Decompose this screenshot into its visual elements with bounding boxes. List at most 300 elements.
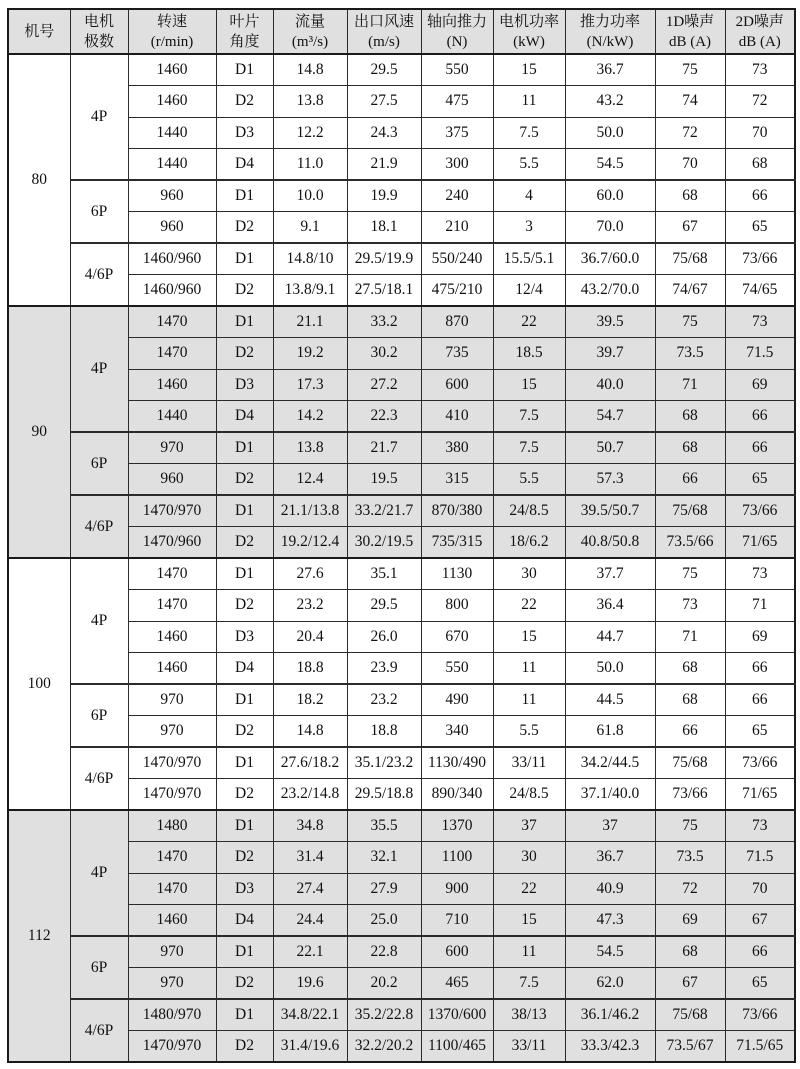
- outlet-speed-cell: 19.9: [347, 180, 421, 212]
- thrust-power-cell: 39.5: [565, 306, 655, 338]
- thrust-power-cell: 40.0: [565, 369, 655, 401]
- thrust-power-cell: 43.2/70.0: [565, 275, 655, 307]
- noise-1d-cell: 70: [655, 149, 725, 181]
- axial-thrust-cell: 900: [421, 873, 493, 905]
- axial-thrust-cell: 670: [421, 621, 493, 653]
- thrust-power-cell: 36.7/60.0: [565, 243, 655, 275]
- noise-1d-cell: 66: [655, 716, 725, 748]
- spec-row: [8, 558, 795, 590]
- outlet-speed-cell: 35.5: [347, 810, 421, 842]
- speed-cell: 960: [128, 464, 216, 496]
- header-axial-thrust: [421, 9, 493, 54]
- flow-cell: 13.8: [273, 432, 347, 464]
- outlet-speed-cell: 29.5/19.9: [347, 243, 421, 275]
- spec-row: [8, 936, 795, 968]
- flow-cell: 19.6: [273, 968, 347, 1000]
- outlet-speed-cell: 27.5: [347, 86, 421, 118]
- noise-1d-cell: 69: [655, 905, 725, 937]
- axial-thrust-cell: 600: [421, 936, 493, 968]
- motor-power-cell: 15.5/5.1: [493, 243, 565, 275]
- axial-thrust-cell: 550: [421, 653, 493, 685]
- thrust-power-cell: 54.7: [565, 401, 655, 433]
- outlet-speed-cell: 29.5: [347, 54, 421, 86]
- noise-2d-cell: 70: [725, 117, 795, 149]
- noise-1d-cell: 68: [655, 653, 725, 685]
- speed-cell: 1470: [128, 842, 216, 874]
- noise-1d-cell: 66: [655, 464, 725, 496]
- outlet-speed-cell: 18.8: [347, 716, 421, 748]
- header-machine-line1: 机号: [24, 23, 55, 40]
- flow-cell: 21.1/13.8: [273, 495, 347, 527]
- axial-thrust-cell: 870: [421, 306, 493, 338]
- noise-2d-cell: 66: [725, 401, 795, 433]
- axial-thrust-cell: 375: [421, 117, 493, 149]
- header-noise-1d: [655, 9, 725, 54]
- motor-power-cell: 11: [493, 86, 565, 118]
- blade-angle-cell: D1: [216, 747, 273, 779]
- thrust-power-cell: 36.7: [565, 54, 655, 86]
- noise-1d-cell: 73.5: [655, 842, 725, 874]
- outlet-speed-cell: 35.2/22.8: [347, 999, 421, 1031]
- blade-angle-cell: D2: [216, 968, 273, 1000]
- noise-2d-cell: 72: [725, 86, 795, 118]
- speed-cell: 1480/970: [128, 999, 216, 1031]
- outlet-speed-cell: 27.2: [347, 369, 421, 401]
- pole-count-cell: 6P: [70, 180, 128, 243]
- outlet-speed-cell: 35.1/23.2: [347, 747, 421, 779]
- axial-thrust-cell: 550/240: [421, 243, 493, 275]
- blade-angle-cell: D2: [216, 275, 273, 307]
- noise-1d-cell: 67: [655, 968, 725, 1000]
- flow-cell: 20.4: [273, 621, 347, 653]
- outlet-speed-cell: 21.9: [347, 149, 421, 181]
- flow-cell: 34.8/22.1: [273, 999, 347, 1031]
- axial-thrust-cell: 210: [421, 212, 493, 244]
- thrust-power-cell: 36.7: [565, 842, 655, 874]
- flow-cell: 19.2: [273, 338, 347, 370]
- speed-cell: 970: [128, 716, 216, 748]
- noise-2d-cell: 65: [725, 212, 795, 244]
- axial-thrust-cell: 710: [421, 905, 493, 937]
- table-body: [8, 54, 795, 1062]
- noise-2d-cell: 70: [725, 873, 795, 905]
- blade-angle-cell: D2: [216, 590, 273, 622]
- blade-angle-cell: D3: [216, 369, 273, 401]
- outlet-speed-cell: 26.0: [347, 621, 421, 653]
- blade-angle-cell: D2: [216, 86, 273, 118]
- blade-angle-cell: D1: [216, 432, 273, 464]
- blade-angle-cell: D1: [216, 999, 273, 1031]
- blade-angle-cell: D2: [216, 716, 273, 748]
- flow-cell: 18.8: [273, 653, 347, 685]
- flow-cell: 9.1: [273, 212, 347, 244]
- noise-2d-cell: 71.5: [725, 338, 795, 370]
- flow-cell: 19.2/12.4: [273, 527, 347, 559]
- pole-count-cell: 4P: [70, 558, 128, 684]
- blade-angle-cell: D2: [216, 464, 273, 496]
- speed-cell: 1440: [128, 401, 216, 433]
- flow-cell: 31.4: [273, 842, 347, 874]
- machine-number-cell: 90: [8, 306, 70, 558]
- noise-2d-cell: 66: [725, 936, 795, 968]
- speed-cell: 1460: [128, 86, 216, 118]
- noise-2d-cell: 69: [725, 621, 795, 653]
- machine-number-cell: 112: [8, 810, 70, 1062]
- blade-angle-cell: D1: [216, 936, 273, 968]
- blade-angle-cell: D3: [216, 621, 273, 653]
- thrust-power-cell: 61.8: [565, 716, 655, 748]
- blade-angle-cell: D1: [216, 54, 273, 86]
- thrust-power-cell: 40.8/50.8: [565, 527, 655, 559]
- axial-thrust-cell: 410: [421, 401, 493, 433]
- noise-2d-cell: 65: [725, 464, 795, 496]
- outlet-speed-cell: 33.2/21.7: [347, 495, 421, 527]
- thrust-power-cell: 60.0: [565, 180, 655, 212]
- axial-thrust-cell: 1370/600: [421, 999, 493, 1031]
- noise-2d-cell: 66: [725, 432, 795, 464]
- header-outlet-speed-line1: 出口风速: [353, 13, 414, 30]
- noise-2d-cell: 69: [725, 369, 795, 401]
- outlet-speed-cell: 32.1: [347, 842, 421, 874]
- motor-power-cell: 4: [493, 180, 565, 212]
- axial-thrust-cell: 475/210: [421, 275, 493, 307]
- thrust-power-cell: 37.7: [565, 558, 655, 590]
- outlet-speed-cell: 24.3: [347, 117, 421, 149]
- speed-cell: 1470: [128, 558, 216, 590]
- outlet-speed-cell: 27.5/18.1: [347, 275, 421, 307]
- blade-angle-cell: D1: [216, 243, 273, 275]
- speed-cell: 1470/970: [128, 747, 216, 779]
- noise-1d-cell: 73: [655, 590, 725, 622]
- motor-power-cell: 7.5: [493, 117, 565, 149]
- spec-row: [8, 432, 795, 464]
- thrust-power-cell: 33.3/42.3: [565, 1031, 655, 1063]
- outlet-speed-cell: 29.5: [347, 590, 421, 622]
- axial-thrust-cell: 1130: [421, 558, 493, 590]
- blade-angle-cell: D1: [216, 684, 273, 716]
- motor-power-cell: 18/6.2: [493, 527, 565, 559]
- noise-2d-cell: 68: [725, 149, 795, 181]
- spec-row: [8, 684, 795, 716]
- axial-thrust-cell: 315: [421, 464, 493, 496]
- outlet-speed-cell: 22.3: [347, 401, 421, 433]
- flow-cell: 14.8: [273, 54, 347, 86]
- outlet-speed-cell: 32.2/20.2: [347, 1031, 421, 1063]
- speed-cell: 1460: [128, 653, 216, 685]
- motor-power-cell: 15: [493, 905, 565, 937]
- motor-power-cell: 22: [493, 306, 565, 338]
- noise-2d-cell: 71/65: [725, 527, 795, 559]
- flow-cell: 12.2: [273, 117, 347, 149]
- blade-angle-cell: D3: [216, 873, 273, 905]
- motor-power-cell: 11: [493, 684, 565, 716]
- blade-angle-cell: D1: [216, 495, 273, 527]
- noise-1d-cell: 75: [655, 810, 725, 842]
- noise-1d-cell: 68: [655, 684, 725, 716]
- motor-power-cell: 12/4: [493, 275, 565, 307]
- spec-row: [8, 810, 795, 842]
- motor-power-cell: 33/11: [493, 1031, 565, 1063]
- thrust-power-cell: 44.5: [565, 684, 655, 716]
- thrust-power-cell: 34.2/44.5: [565, 747, 655, 779]
- flow-cell: 22.1: [273, 936, 347, 968]
- flow-cell: 24.4: [273, 905, 347, 937]
- noise-1d-cell: 73.5: [655, 338, 725, 370]
- header-poles: [70, 9, 128, 54]
- noise-1d-cell: 74: [655, 86, 725, 118]
- outlet-speed-cell: 30.2: [347, 338, 421, 370]
- axial-thrust-cell: 340: [421, 716, 493, 748]
- noise-1d-cell: 71: [655, 369, 725, 401]
- motor-power-cell: 5.5: [493, 464, 565, 496]
- thrust-power-cell: 40.9: [565, 873, 655, 905]
- flow-cell: 14.8: [273, 716, 347, 748]
- blade-angle-cell: D2: [216, 1031, 273, 1063]
- header-blade-angle-line2: 角度: [229, 33, 260, 50]
- axial-thrust-cell: 490: [421, 684, 493, 716]
- spec-row: [8, 495, 795, 527]
- motor-power-cell: 22: [493, 590, 565, 622]
- axial-thrust-cell: 600: [421, 369, 493, 401]
- spec-row: [8, 999, 795, 1031]
- flow-cell: 13.8/9.1: [273, 275, 347, 307]
- thrust-power-cell: 54.5: [565, 149, 655, 181]
- speed-cell: 1460: [128, 905, 216, 937]
- speed-cell: 1470/970: [128, 495, 216, 527]
- motor-power-cell: 24/8.5: [493, 779, 565, 811]
- motor-power-cell: 5.5: [493, 149, 565, 181]
- motor-power-cell: 37: [493, 810, 565, 842]
- header-axial-thrust-line2: (N): [446, 33, 468, 50]
- noise-2d-cell: 65: [725, 968, 795, 1000]
- axial-thrust-cell: 380: [421, 432, 493, 464]
- noise-1d-cell: 68: [655, 180, 725, 212]
- motor-power-cell: 30: [493, 558, 565, 590]
- flow-cell: 27.6: [273, 558, 347, 590]
- flow-cell: 34.8: [273, 810, 347, 842]
- noise-1d-cell: 75: [655, 558, 725, 590]
- noise-2d-cell: 73: [725, 810, 795, 842]
- header-thrust-power: [565, 9, 655, 54]
- pole-count-cell: 6P: [70, 432, 128, 495]
- axial-thrust-cell: 550: [421, 54, 493, 86]
- flow-cell: 11.0: [273, 149, 347, 181]
- flow-cell: 13.8: [273, 86, 347, 118]
- speed-cell: 1470: [128, 590, 216, 622]
- outlet-speed-cell: 35.1: [347, 558, 421, 590]
- thrust-power-cell: 62.0: [565, 968, 655, 1000]
- spec-row: [8, 180, 795, 212]
- axial-thrust-cell: 240: [421, 180, 493, 212]
- noise-2d-cell: 73/66: [725, 747, 795, 779]
- motor-power-cell: 7.5: [493, 968, 565, 1000]
- thrust-power-cell: 54.5: [565, 936, 655, 968]
- header-row: [8, 9, 795, 54]
- noise-2d-cell: 67: [725, 905, 795, 937]
- blade-angle-cell: D4: [216, 149, 273, 181]
- pole-count-cell: 4P: [70, 810, 128, 936]
- flow-cell: 27.4: [273, 873, 347, 905]
- speed-cell: 1470/970: [128, 1031, 216, 1063]
- speed-cell: 960: [128, 212, 216, 244]
- noise-2d-cell: 66: [725, 684, 795, 716]
- thrust-power-cell: 50.0: [565, 117, 655, 149]
- axial-thrust-cell: 890/340: [421, 779, 493, 811]
- header-blade-angle-line1: 叶片: [229, 13, 260, 30]
- header-thrust-power-line2: (N/kW): [586, 33, 634, 50]
- axial-thrust-cell: 1130/490: [421, 747, 493, 779]
- outlet-speed-cell: 23.9: [347, 653, 421, 685]
- speed-cell: 1460/960: [128, 275, 216, 307]
- motor-power-cell: 15: [493, 369, 565, 401]
- motor-power-cell: 5.5: [493, 716, 565, 748]
- flow-cell: 27.6/18.2: [273, 747, 347, 779]
- speed-cell: 970: [128, 968, 216, 1000]
- pole-count-cell: 4P: [70, 54, 128, 180]
- noise-1d-cell: 71: [655, 621, 725, 653]
- header-speed: [128, 9, 216, 54]
- outlet-speed-cell: 18.1: [347, 212, 421, 244]
- motor-power-cell: 15: [493, 54, 565, 86]
- header-machine: [8, 9, 70, 54]
- speed-cell: 1460: [128, 369, 216, 401]
- outlet-speed-cell: 22.8: [347, 936, 421, 968]
- header-speed-line1: 转速: [156, 13, 187, 30]
- axial-thrust-cell: 800: [421, 590, 493, 622]
- flow-cell: 14.8/10: [273, 243, 347, 275]
- blade-angle-cell: D4: [216, 653, 273, 685]
- header-outlet-speed-line2: (m/s): [368, 33, 400, 50]
- motor-power-cell: 38/13: [493, 999, 565, 1031]
- outlet-speed-cell: 19.5: [347, 464, 421, 496]
- header-noise-1d-line2: dB (A): [668, 33, 712, 50]
- noise-1d-cell: 68: [655, 432, 725, 464]
- thrust-power-cell: 47.3: [565, 905, 655, 937]
- thrust-power-cell: 39.7: [565, 338, 655, 370]
- noise-2d-cell: 73: [725, 558, 795, 590]
- speed-cell: 1460: [128, 54, 216, 86]
- noise-2d-cell: 73: [725, 306, 795, 338]
- speed-cell: 1440: [128, 149, 216, 181]
- spec-row: [8, 747, 795, 779]
- speed-cell: 1470/960: [128, 527, 216, 559]
- noise-2d-cell: 66: [725, 653, 795, 685]
- blade-angle-cell: D2: [216, 338, 273, 370]
- header-noise-2d-line2: dB (A): [738, 33, 781, 50]
- blade-angle-cell: D2: [216, 779, 273, 811]
- axial-thrust-cell: 1370: [421, 810, 493, 842]
- outlet-speed-cell: 21.7: [347, 432, 421, 464]
- header-outlet-speed: [347, 9, 421, 54]
- noise-1d-cell: 68: [655, 401, 725, 433]
- thrust-power-cell: 37: [565, 810, 655, 842]
- motor-power-cell: 24/8.5: [493, 495, 565, 527]
- axial-thrust-cell: 465: [421, 968, 493, 1000]
- flow-cell: 23.2: [273, 590, 347, 622]
- pole-count-cell: 4/6P: [70, 999, 128, 1062]
- noise-2d-cell: 73: [725, 54, 795, 86]
- thrust-power-cell: 50.7: [565, 432, 655, 464]
- axial-thrust-cell: 870/380: [421, 495, 493, 527]
- machine-number-cell: 80: [8, 54, 70, 306]
- speed-cell: 1470/970: [128, 779, 216, 811]
- header-flow: [273, 9, 347, 54]
- flow-cell: 10.0: [273, 180, 347, 212]
- speed-cell: 1470: [128, 873, 216, 905]
- header-axial-thrust-line1: 轴向推力: [426, 13, 487, 30]
- axial-thrust-cell: 1100: [421, 842, 493, 874]
- pole-count-cell: 6P: [70, 684, 128, 747]
- blade-angle-cell: D2: [216, 212, 273, 244]
- header-motor-power-line2: (kW): [513, 33, 545, 50]
- flow-cell: 31.4/19.6: [273, 1031, 347, 1063]
- axial-thrust-cell: 1100/465: [421, 1031, 493, 1063]
- thrust-power-cell: 50.0: [565, 653, 655, 685]
- flow-cell: 23.2/14.8: [273, 779, 347, 811]
- motor-power-cell: 7.5: [493, 401, 565, 433]
- motor-power-cell: 30: [493, 842, 565, 874]
- motor-power-cell: 33/11: [493, 747, 565, 779]
- thrust-power-cell: 70.0: [565, 212, 655, 244]
- motor-power-cell: 11: [493, 653, 565, 685]
- axial-thrust-cell: 735: [421, 338, 493, 370]
- header-noise-1d-line1: 1D噪声: [665, 13, 715, 30]
- axial-thrust-cell: 475: [421, 86, 493, 118]
- blade-angle-cell: D2: [216, 527, 273, 559]
- noise-1d-cell: 75: [655, 306, 725, 338]
- outlet-speed-cell: 29.5/18.8: [347, 779, 421, 811]
- outlet-speed-cell: 23.2: [347, 684, 421, 716]
- pole-count-cell: 4/6P: [70, 243, 128, 306]
- flow-cell: 17.3: [273, 369, 347, 401]
- flow-cell: 21.1: [273, 306, 347, 338]
- outlet-speed-cell: 30.2/19.5: [347, 527, 421, 559]
- pole-count-cell: 4/6P: [70, 495, 128, 558]
- spec-row: [8, 243, 795, 275]
- table-header: [8, 9, 795, 54]
- fan-performance-table: [7, 8, 796, 1063]
- pole-count-cell: 4/6P: [70, 747, 128, 810]
- header-noise-2d: [725, 9, 795, 54]
- pole-count-cell: 4P: [70, 306, 128, 432]
- motor-power-cell: 7.5: [493, 432, 565, 464]
- noise-1d-cell: 72: [655, 873, 725, 905]
- noise-1d-cell: 75/68: [655, 747, 725, 779]
- motor-power-cell: 15: [493, 621, 565, 653]
- header-motor-power-line1: 电机功率: [498, 13, 559, 30]
- noise-2d-cell: 71.5/65: [725, 1031, 795, 1063]
- flow-cell: 18.2: [273, 684, 347, 716]
- speed-cell: 970: [128, 432, 216, 464]
- speed-cell: 970: [128, 936, 216, 968]
- flow-cell: 12.4: [273, 464, 347, 496]
- noise-2d-cell: 71.5: [725, 842, 795, 874]
- speed-cell: 1480: [128, 810, 216, 842]
- header-poles-line1: 电机: [83, 13, 114, 30]
- blade-angle-cell: D1: [216, 180, 273, 212]
- noise-1d-cell: 75/68: [655, 243, 725, 275]
- blade-angle-cell: D1: [216, 810, 273, 842]
- spec-row: [8, 54, 795, 86]
- blade-angle-cell: D2: [216, 842, 273, 874]
- thrust-power-cell: 39.5/50.7: [565, 495, 655, 527]
- noise-2d-cell: 73/66: [725, 495, 795, 527]
- blade-angle-cell: D1: [216, 558, 273, 590]
- header-poles-line2: 极数: [83, 33, 114, 50]
- thrust-power-cell: 44.7: [565, 621, 655, 653]
- noise-1d-cell: 75: [655, 54, 725, 86]
- noise-2d-cell: 65: [725, 716, 795, 748]
